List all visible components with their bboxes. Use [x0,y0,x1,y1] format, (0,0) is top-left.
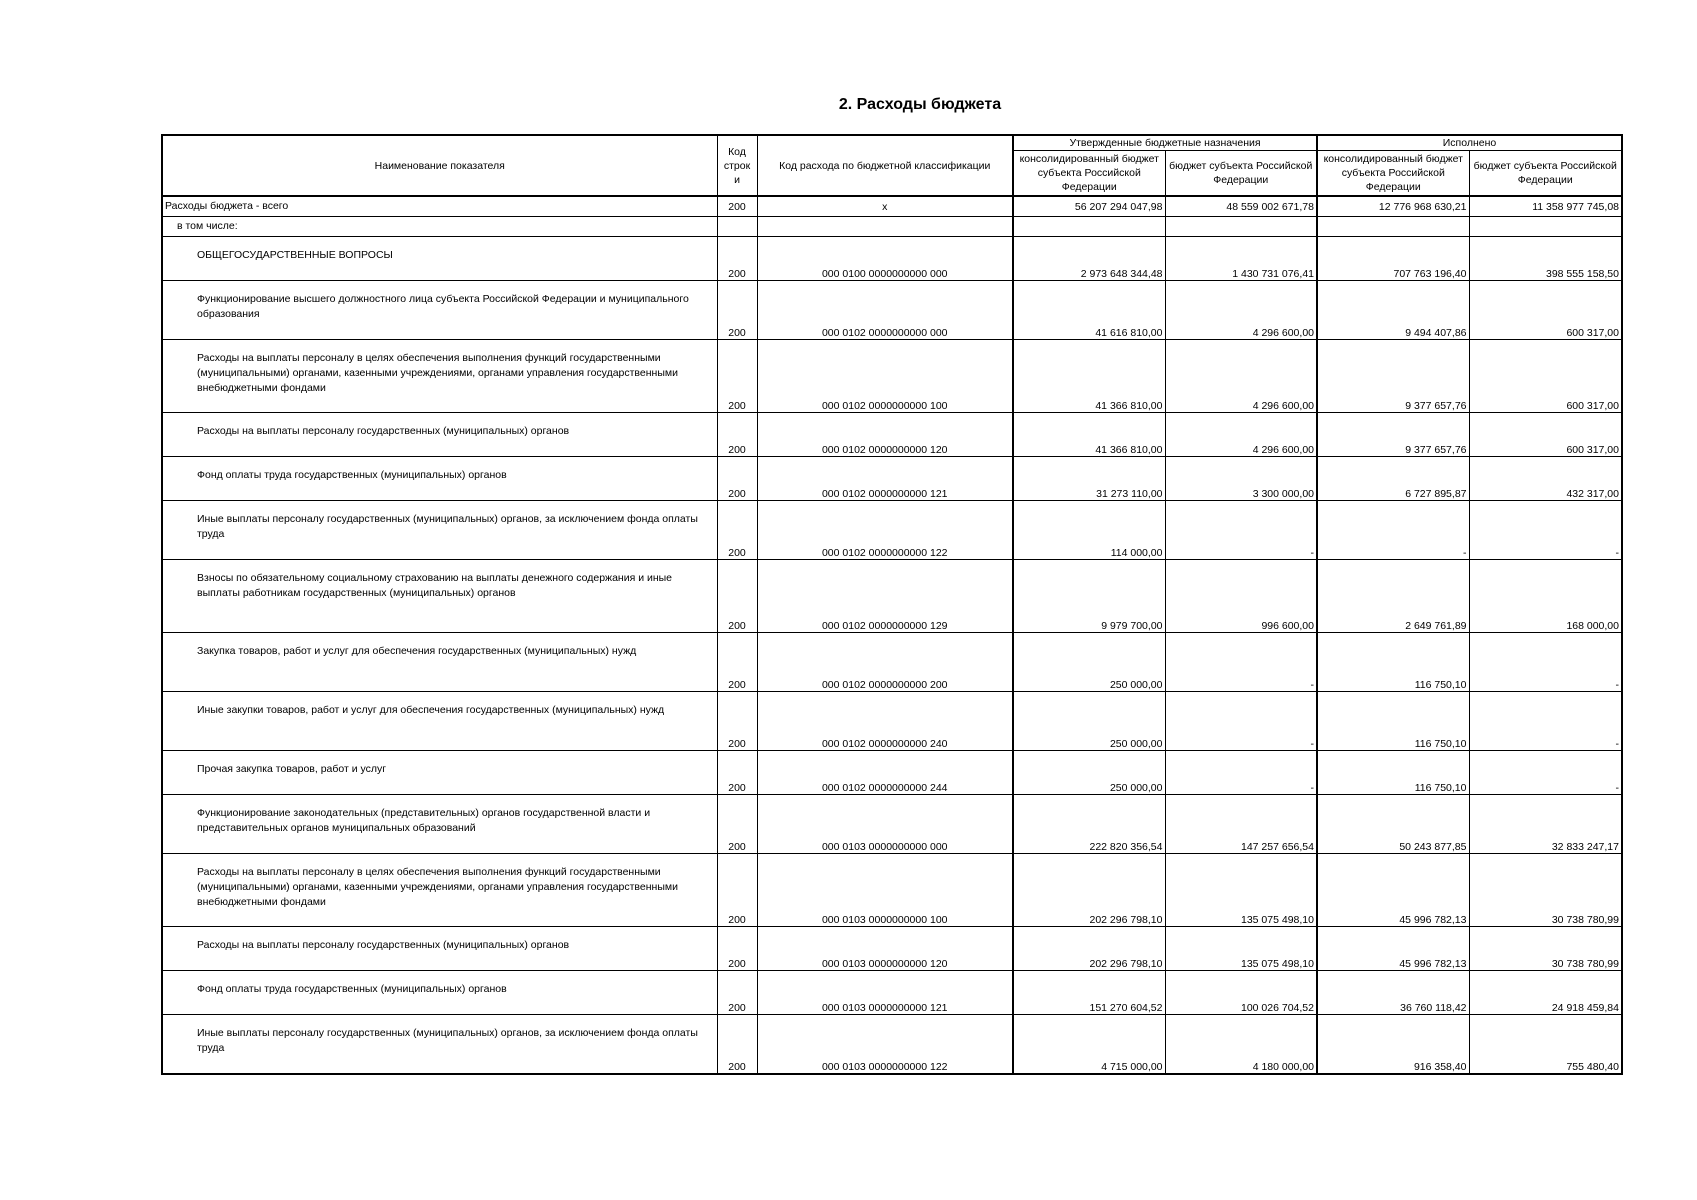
table-header [162,135,1622,196]
row-name [162,340,717,413]
table-row [162,281,1622,340]
table-row [162,340,1622,413]
row-approved-subject: 135 075 498,10 [1165,854,1317,927]
row-line-code: 200 [717,196,757,217]
row-executed-consolidated: 6 727 895,87 [1317,457,1469,501]
row-approved-subject: - [1165,501,1317,560]
row-class-code: 000 0102 0000000000 244 [757,751,1013,795]
table-row [162,457,1622,501]
row-executed-consolidated: 36 760 118,42 [1317,971,1469,1015]
row-approved-consolidated-empty [1013,217,1165,237]
row-name-text: Расходы на выплаты персоналу в целях обеспечения выполнения функций государственными (муниципальными) органами, казенными учреждениями, органами управления государственными внебюджетными фондами [197,352,678,394]
header-approved-subject: бюджет субъекта Российской Федерации [1165,151,1317,197]
row-line-code: 200 [717,457,757,501]
table-row [162,751,1622,795]
row-approved-subject: 4 180 000,00 [1165,1015,1317,1074]
row-line-code: 200 [717,971,757,1015]
row-executed-subject: 30 738 780,99 [1469,927,1622,971]
header-name: Наименование показателя [162,135,717,196]
row-approved-consolidated: 114 000,00 [1013,501,1165,560]
table-row-including [162,217,1622,237]
row-approved-consolidated: 202 296 798,10 [1013,854,1165,927]
row-executed-subject: 600 317,00 [1469,413,1622,457]
row-name [162,854,717,927]
row-name-text: Фонд оплаты труда государственных (муниципальных) органов [197,983,507,995]
row-approved-subject: 3 300 000,00 [1165,457,1317,501]
row-line-code: 200 [717,927,757,971]
row-class-code: 000 0102 0000000000 100 [757,340,1013,413]
table-body [162,196,1622,1074]
budget-expenses-table [161,134,1623,1075]
row-name [162,971,717,1015]
row-name-text: Расходы на выплаты персоналу государственных (муниципальных) органов [197,939,570,951]
page-title: 2. Расходы бюджета [838,96,1002,113]
row-name-text: Взносы по обязательному социальному страхованию на выплаты денежного содержания и иные выплаты работникам государственных (муниципальных) органов [197,572,673,599]
row-name-text: Прочая закупка товаров, работ и услуг [197,763,387,775]
row-executed-subject: 11 358 977 745,08 [1469,196,1622,217]
row-name: Расходы бюджета - всего [162,196,717,217]
row-name-text: Функционирование законодательных (представительных) органов государственной власти и представительных органов муниципальных образований [197,807,651,834]
header-executed-subject: бюджет субъекта Российской Федерации [1469,151,1622,197]
row-name-text: Иные выплаты персоналу государственных (муниципальных) органов, за исключением фонда оплаты труда [197,1027,698,1054]
table-row [162,501,1622,560]
row-line-code: 200 [717,281,757,340]
row-class-code: 000 0102 0000000000 129 [757,560,1013,633]
row-class-code: 000 0102 0000000000 120 [757,413,1013,457]
header-class-code: Код расхода по бюджетной классификации [757,135,1013,196]
row-line-code: 200 [717,751,757,795]
row-name [162,413,717,457]
row-name [162,795,717,854]
row-executed-consolidated: - [1317,501,1469,560]
row-approved-consolidated: 41 366 810,00 [1013,413,1165,457]
row-name [162,1015,717,1074]
row-line-code-empty [717,217,757,237]
row-executed-subject: - [1469,692,1622,751]
row-name [162,692,717,751]
row-approved-subject: 4 296 600,00 [1165,413,1317,457]
row-approved-subject: 135 075 498,10 [1165,927,1317,971]
row-approved-subject-empty [1165,217,1317,237]
row-approved-consolidated: 41 366 810,00 [1013,340,1165,413]
row-line-code: 200 [717,560,757,633]
row-executed-subject: 600 317,00 [1469,281,1622,340]
row-executed-consolidated: 9 377 657,76 [1317,413,1469,457]
row-approved-subject: 48 559 002 671,78 [1165,196,1317,217]
row-executed-consolidated-empty [1317,217,1469,237]
row-name [162,237,717,281]
row-name [162,501,717,560]
row-approved-consolidated: 222 820 356,54 [1013,795,1165,854]
row-executed-subject: 32 833 247,17 [1469,795,1622,854]
row-line-code: 200 [717,413,757,457]
row-name [162,633,717,692]
row-approved-consolidated: 151 270 604,52 [1013,971,1165,1015]
row-class-code-empty [757,217,1013,237]
row-executed-consolidated: 9 377 657,76 [1317,340,1469,413]
header-approved-consolidated: консолидированный бюджет субъекта Российской Федерации [1013,151,1165,197]
header-approved: Утвержденные бюджетные назначения [1013,135,1317,151]
row-class-code: 000 0102 0000000000 122 [757,501,1013,560]
row-name-text: Закупка товаров, работ и услуг для обеспечения государственных (муниципальных) нужд [197,645,637,657]
row-name-text: Фонд оплаты труда государственных (муниципальных) органов [197,469,507,481]
row-line-code: 200 [717,501,757,560]
row-name [162,281,717,340]
row-approved-consolidated: 250 000,00 [1013,692,1165,751]
row-executed-consolidated: 916 358,40 [1317,1015,1469,1074]
row-name [162,560,717,633]
row-executed-subject: 24 918 459,84 [1469,971,1622,1015]
row-approved-consolidated: 202 296 798,10 [1013,927,1165,971]
table-row [162,795,1622,854]
row-approved-subject: 100 026 704,52 [1165,971,1317,1015]
row-executed-subject-empty [1469,217,1622,237]
table-row-total [162,196,1622,217]
row-line-code: 200 [717,340,757,413]
table-row [162,560,1622,633]
row-executed-consolidated: 116 750,10 [1317,633,1469,692]
row-name [162,927,717,971]
row-class-code: 000 0102 0000000000 200 [757,633,1013,692]
table-row [162,633,1622,692]
row-approved-subject: 4 296 600,00 [1165,281,1317,340]
row-executed-subject: 168 000,00 [1469,560,1622,633]
row-line-code: 200 [717,237,757,281]
row-executed-consolidated: 9 494 407,86 [1317,281,1469,340]
row-name-text: Расходы на выплаты персоналу в целях обеспечения выполнения функций государственными (муниципальными) органами, казенными учреждениями, органами управления государственными внебюджетными фондами [197,866,678,908]
row-class-code: 000 0102 0000000000 000 [757,281,1013,340]
row-approved-consolidated: 56 207 294 047,98 [1013,196,1165,217]
row-line-code: 200 [717,854,757,927]
row-executed-subject: 432 317,00 [1469,457,1622,501]
row-executed-subject: - [1469,501,1622,560]
row-class-code: 000 0102 0000000000 240 [757,692,1013,751]
row-line-code: 200 [717,1015,757,1074]
row-executed-subject: 398 555 158,50 [1469,237,1622,281]
header-line-code: Код строк и [717,135,757,196]
row-executed-subject: 30 738 780,99 [1469,854,1622,927]
table-row [162,692,1622,751]
table-row [162,927,1622,971]
row-executed-consolidated: 2 649 761,89 [1317,560,1469,633]
row-executed-consolidated: 116 750,10 [1317,751,1469,795]
row-approved-consolidated: 2 973 648 344,48 [1013,237,1165,281]
row-approved-subject: - [1165,692,1317,751]
row-class-code: 000 0103 0000000000 100 [757,854,1013,927]
including-label: в том числе: [162,217,717,237]
row-approved-subject: 4 296 600,00 [1165,340,1317,413]
row-approved-consolidated: 4 715 000,00 [1013,1015,1165,1074]
table-row [162,971,1622,1015]
row-name-text: Расходы на выплаты персоналу государственных (муниципальных) органов [197,425,570,437]
table-row [162,237,1622,281]
row-approved-subject: 1 430 731 076,41 [1165,237,1317,281]
header-executed: Исполнено [1317,135,1622,151]
row-approved-consolidated: 250 000,00 [1013,633,1165,692]
row-name-text: Иные закупки товаров, работ и услуг для обеспечения государственных (муниципальных) нужд [197,704,665,716]
row-name [162,457,717,501]
row-class-code: 000 0102 0000000000 121 [757,457,1013,501]
row-name [162,751,717,795]
row-class-code: 000 0103 0000000000 000 [757,795,1013,854]
row-approved-consolidated: 41 616 810,00 [1013,281,1165,340]
row-line-code: 200 [717,633,757,692]
row-name-text: Функционирование высшего должностного лица субъекта Российской Федерации и муниципального образования [197,293,689,320]
row-class-code: x [757,196,1013,217]
row-line-code: 200 [717,692,757,751]
row-executed-subject: - [1469,751,1622,795]
table-row [162,1015,1622,1074]
row-executed-subject: 600 317,00 [1469,340,1622,413]
row-executed-subject: 755 480,40 [1469,1015,1622,1074]
row-executed-consolidated: 116 750,10 [1317,692,1469,751]
row-class-code: 000 0103 0000000000 121 [757,971,1013,1015]
row-executed-subject: - [1469,633,1622,692]
row-name-text: Иные выплаты персоналу государственных (муниципальных) органов, за исключением фонда оплаты труда [197,513,698,540]
row-approved-consolidated: 250 000,00 [1013,751,1165,795]
row-approved-subject: - [1165,633,1317,692]
row-approved-consolidated: 9 979 700,00 [1013,560,1165,633]
row-executed-consolidated: 12 776 968 630,21 [1317,196,1469,217]
row-executed-consolidated: 50 243 877,85 [1317,795,1469,854]
row-executed-consolidated: 45 996 782,13 [1317,927,1469,971]
row-approved-consolidated: 31 273 110,00 [1013,457,1165,501]
row-name-text: ОБЩЕГОСУДАРСТВЕННЫЕ ВОПРОСЫ [197,249,393,261]
row-approved-subject: 996 600,00 [1165,560,1317,633]
row-class-code: 000 0103 0000000000 120 [757,927,1013,971]
row-class-code: 000 0100 0000000000 000 [757,237,1013,281]
table-row [162,854,1622,927]
row-executed-consolidated: 707 763 196,40 [1317,237,1469,281]
row-class-code: 000 0103 0000000000 122 [757,1015,1013,1074]
table-row [162,413,1622,457]
header-executed-consolidated: консолидированный бюджет субъекта Российской Федерации [1317,151,1469,197]
row-line-code: 200 [717,795,757,854]
row-approved-subject: - [1165,751,1317,795]
row-executed-consolidated: 45 996 782,13 [1317,854,1469,927]
row-approved-subject: 147 257 656,54 [1165,795,1317,854]
